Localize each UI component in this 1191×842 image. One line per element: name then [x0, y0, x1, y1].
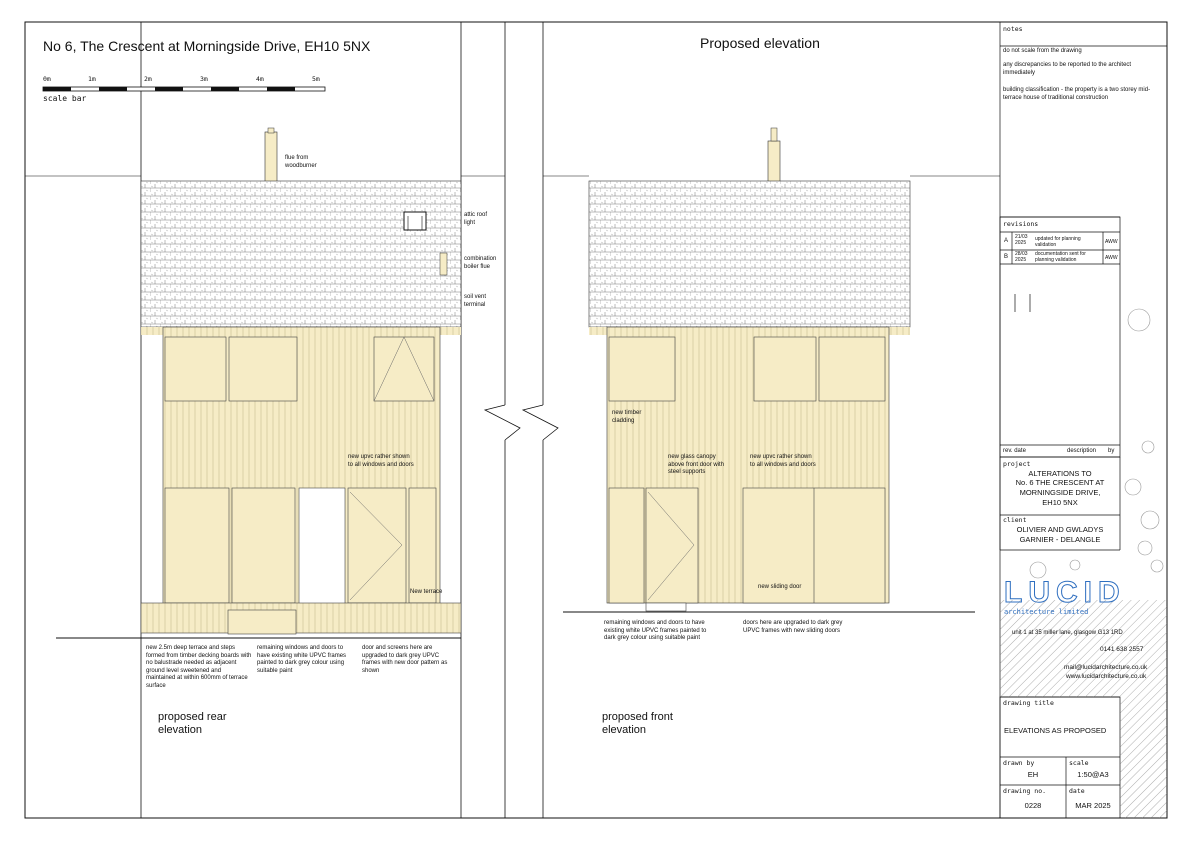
- front-note-2: doors here are upgraded to dark grey UPVC frames with new sliding doors: [743, 620, 843, 634]
- rear-title-line2: elevation: [158, 724, 203, 736]
- revisions-heading: revisions: [1003, 220, 1039, 228]
- rev-a-description: updated for planning validation: [1035, 236, 1081, 249]
- company-logo-subtitle: architecture limited: [1004, 608, 1089, 616]
- rev-col-by: by: [1108, 448, 1115, 454]
- upvc-rear-label: new upvc rather shown to all windows and doors: [348, 454, 414, 468]
- rev-b-description: documentation sent for planning validation: [1035, 251, 1086, 264]
- company-logo: LUCID: [1004, 576, 1126, 609]
- rear-note-1: new 2.5m deep terrace and steps formed from timber decking boards with no balustrade needed as adjacent ground level sweetened and maintained at within 600mm of terrace surface: [146, 645, 252, 689]
- rev-a-date: 21/03 2025: [1015, 234, 1028, 247]
- flue-label: flue from woodburner: [285, 155, 317, 169]
- boiler-flue-label: combination boiler flue: [464, 256, 497, 270]
- rear-note-2: remaining windows and doors to have existing white UPVC frames painted to dark grey colour using suitable paint: [257, 645, 347, 674]
- scale-tick-4: 4m: [256, 75, 264, 83]
- front-title-line1: proposed front: [602, 711, 673, 723]
- scale-tick-3: 3m: [200, 75, 208, 83]
- drawn-by-heading: drawn by: [1003, 759, 1035, 767]
- project-line1: ALTERATIONS TO: [1028, 469, 1092, 478]
- company-phone: 0141 638 2557: [1100, 646, 1144, 653]
- drawing-title: ELEVATIONS AS PROPOSED: [1004, 726, 1107, 735]
- front-title-line2: elevation: [602, 724, 647, 736]
- rev-b-by: AWW: [1105, 255, 1118, 261]
- glass-canopy-label: new glass canopy above front door with steel supports: [668, 454, 725, 475]
- company-website: www.lucidarchitecture.co.uk: [1066, 673, 1147, 680]
- rev-b-date: 28/03 2025: [1015, 251, 1028, 264]
- drawn-by-value: EH: [1027, 770, 1039, 779]
- rev-a-letter: A: [1004, 238, 1009, 244]
- scale-tick-5: 5m: [312, 75, 320, 83]
- drawing-title-heading: drawing title: [1003, 699, 1054, 707]
- timber-cladding-label: new timber cladding: [612, 410, 642, 424]
- rev-col-date: rev. date: [1003, 448, 1026, 454]
- front-elevation-graphic: [543, 128, 1000, 612]
- date-value: MAR 2025: [1075, 801, 1111, 810]
- scale-heading: scale: [1069, 759, 1089, 767]
- new-terrace-label: New terrace: [410, 589, 443, 595]
- scale-tick-1: 1m: [88, 75, 96, 83]
- block-hatch: [1120, 697, 1167, 818]
- front-note-1: remaining windows and doors to have existing white UPVC frames painted to dark grey colour using suitable paint: [604, 620, 707, 641]
- project-heading: project: [1003, 460, 1031, 468]
- date-heading: date: [1069, 787, 1085, 795]
- sliding-door-label: new sliding door: [758, 584, 802, 590]
- rear-note-3: door and screens here are upgraded to dark grey UPVC frames with new door pattern as shown: [362, 645, 448, 674]
- notes-heading: notes: [1003, 25, 1023, 33]
- drawing-no-value: 0228: [1024, 801, 1042, 810]
- rev-col-description: description: [1067, 448, 1097, 454]
- client-line2: GARNIER - DELANGLE: [1019, 535, 1101, 544]
- scale-bar-graphic: [43, 87, 325, 91]
- rear-title-line1: proposed rear: [158, 711, 227, 723]
- attic-roof-light-label: attic roof light: [464, 212, 488, 226]
- project-line2: No. 6 THE CRESCENT AT: [1015, 478, 1105, 487]
- tb-note-2: any discrepancies to be reported to the architect immediately: [1003, 62, 1132, 76]
- rear-elevation-graphic: [25, 22, 505, 818]
- upvc-front-label: new upvc rather shown to all windows and doors: [750, 454, 816, 468]
- rev-a-by: AWW: [1105, 239, 1118, 245]
- scale-tick-2: 2m: [144, 75, 152, 83]
- drawing-no-heading: drawing no.: [1003, 787, 1047, 795]
- company-address: unit 1 at 35 miller lane, glasgow G13 1RD: [1012, 630, 1123, 636]
- client-line1: OLIVIER AND GWLADYS: [1016, 525, 1104, 534]
- client-heading: client: [1003, 516, 1027, 524]
- scale-tick-0: 0m: [43, 75, 51, 83]
- rev-b-letter: B: [1004, 254, 1009, 260]
- tb-note-3: building classification - the property is a two storey mid-terrace house of traditional construction: [1003, 87, 1151, 101]
- soil-vent-label: soil vent terminal: [464, 294, 487, 308]
- project-line4: EH10 5NX: [1042, 498, 1078, 507]
- proposed-elevation-heading: Proposed elevation: [700, 35, 820, 51]
- company-email: mail@lucidarchitecture.co.uk: [1064, 664, 1148, 671]
- scale-value: 1:50@A3: [1077, 770, 1109, 779]
- project-line3: MORNINGSIDE DRIVE,: [1019, 488, 1101, 497]
- break-lines: [485, 22, 558, 818]
- tb-note-1: do not scale from the drawing: [1003, 48, 1082, 54]
- address-heading: No 6, The Crescent at Morningside Drive, EH10 5NX: [43, 38, 371, 54]
- scale-bar-label: scale bar: [43, 94, 87, 103]
